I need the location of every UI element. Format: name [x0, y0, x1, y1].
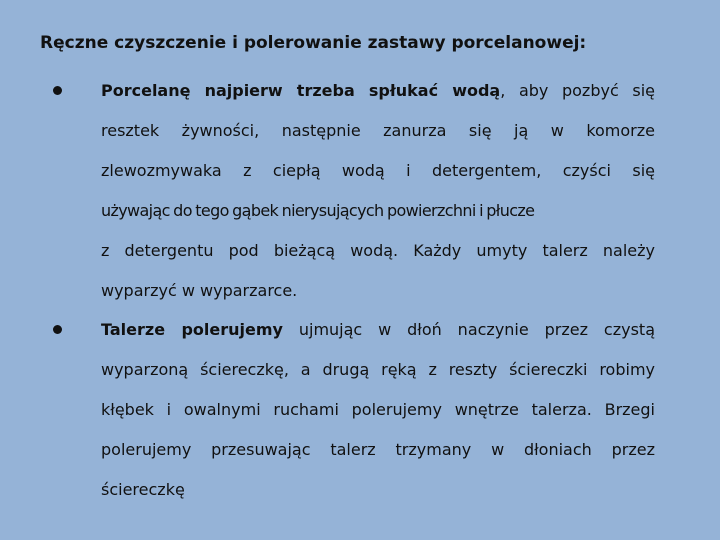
bullet-item: [53, 310, 655, 510]
bullet-text-line: [101, 310, 655, 350]
bullet-list: [53, 71, 655, 510]
bullet-text-line: wyparzoną ściereczkę, a drugą ręką z reszty ściereczki robimy: [101, 360, 655, 379]
slide-title: Ręczne czyszczenie i polerowanie zastawy porcelanowej:: [40, 33, 587, 53]
bullet-text-line: z detergentu pod bieżącą wodą. Każdy umyty talerz należy: [101, 241, 655, 260]
bullet-text-line: zlewozmywaka z ciepłą wodą i detergentem, czyści się: [101, 161, 655, 180]
bullet-dot-icon: [53, 86, 62, 95]
bullet-text-line: wyparzyć w wyparzarce.: [101, 281, 298, 300]
bullet-text-line: polerujemy przesuwając talerz trzymany w dłoniach przez: [101, 440, 655, 459]
bullet-text-line: resztek żywności, następnie zanurza się ją w komorze: [101, 121, 655, 140]
bullet-lead: Talerze polerujemy: [101, 320, 283, 339]
bullet-lead: Porcelanę najpierw trzeba spłukać wodą: [101, 81, 501, 100]
bullet-text-line: [101, 71, 655, 111]
bullet-dot-icon: [53, 325, 62, 334]
bullet-text-line: kłębek i owalnymi ruchami polerujemy wnętrze talerza. Brzegi: [101, 400, 655, 419]
bullet-line-text: ujmując w dłoń naczynie przez czystą: [282, 320, 655, 339]
bullet-text-line: ściereczkę: [101, 480, 185, 499]
bullet-item: [53, 71, 655, 311]
bullet-line-text: , aby pozbyć się: [500, 81, 655, 100]
bullet-text-line: używając do tego gąbek nierysujących powierzchni i płucze: [101, 201, 535, 220]
